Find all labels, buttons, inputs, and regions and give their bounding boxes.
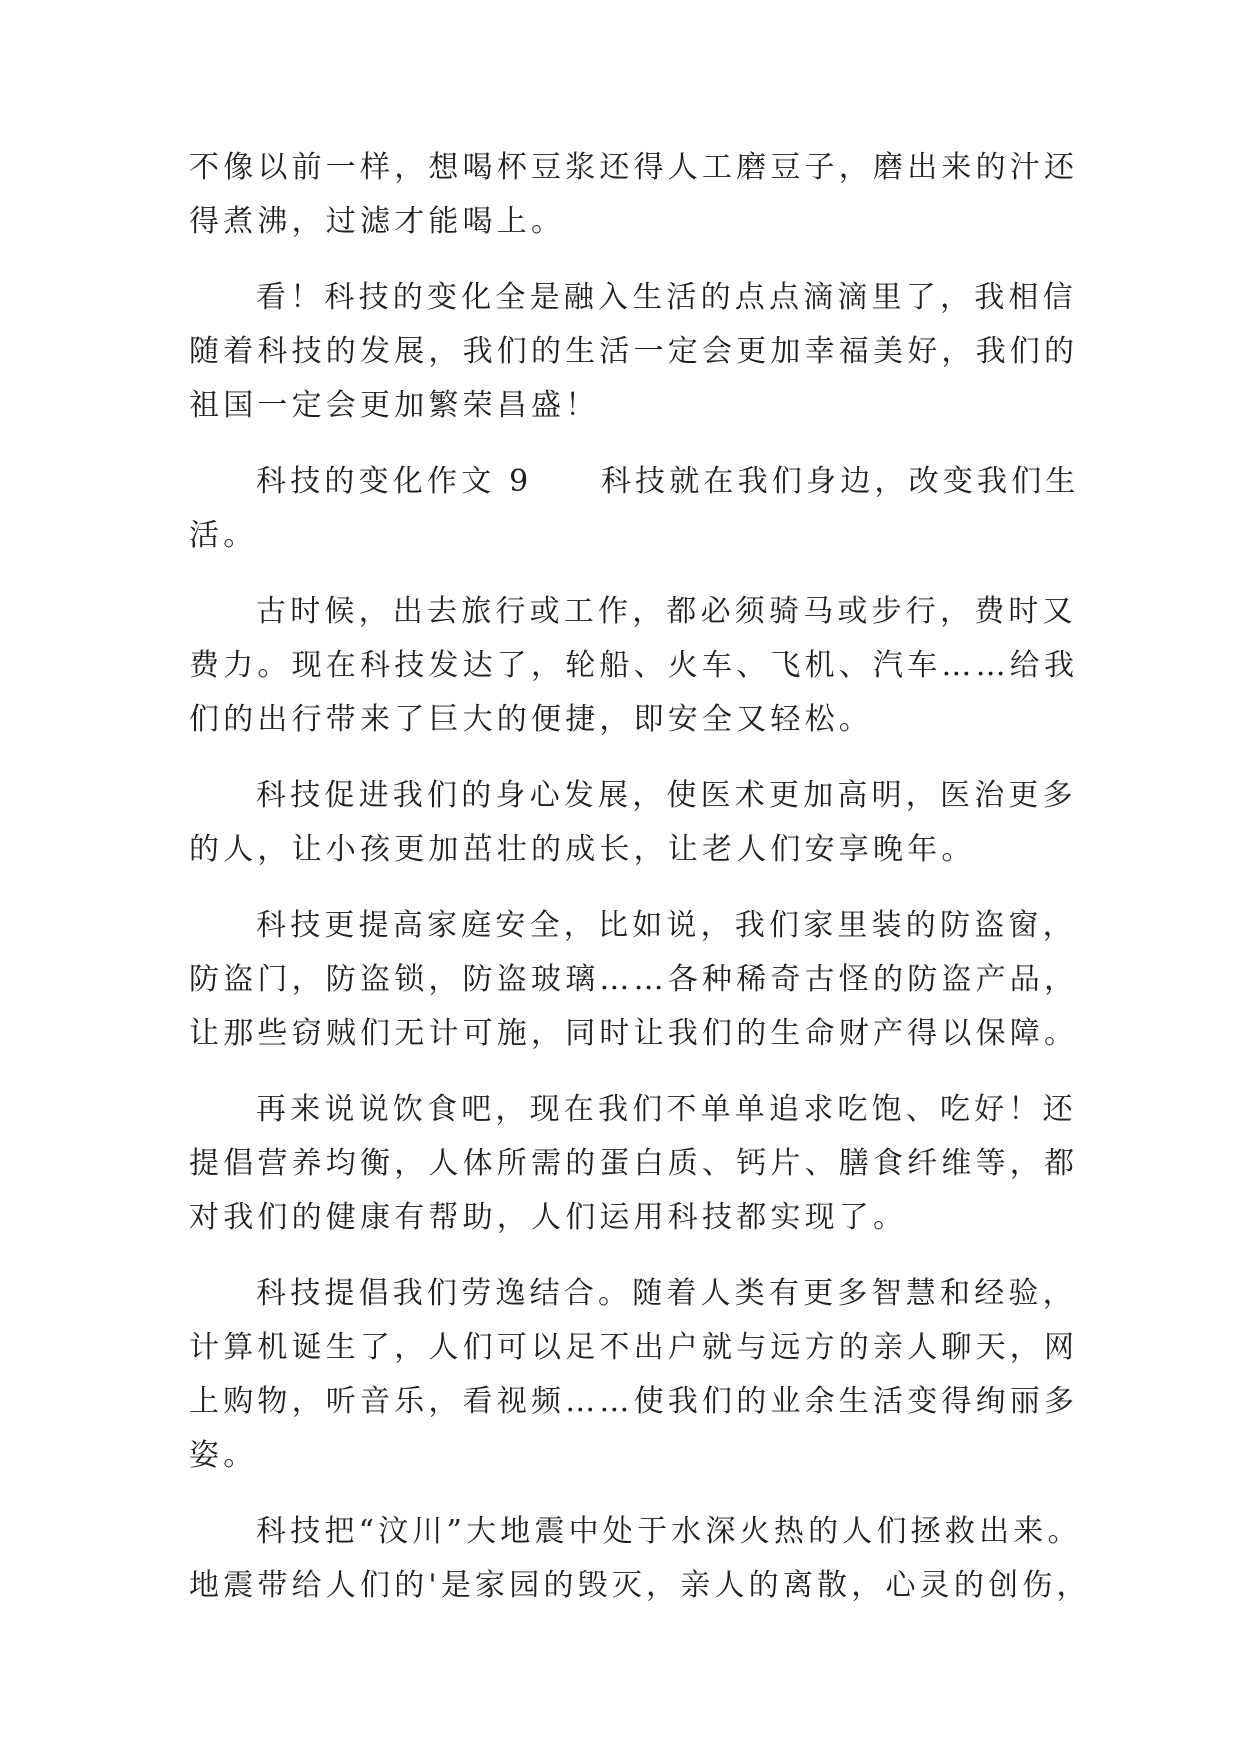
text-line: 姿。 (189, 1438, 258, 1473)
text-line: 上购物，听音乐，看视频……使我们的业余生活变得绚丽多 (189, 1384, 1079, 1419)
text-line: 活。 (189, 518, 258, 553)
text-line: 随着科技的发展，我们的生活一定会更加幸福美好，我们的 (189, 334, 1079, 369)
text-line: 们的出行带来了巨大的便捷，即安全又轻松。 (189, 702, 873, 737)
text-line: 防盗门，防盗锁，防盗玻璃……各种稀奇古怪的防盗产品， (189, 962, 1079, 997)
text-line: 对我们的健康有帮助，人们运用科技都实现了。 (189, 1200, 908, 1235)
section-heading-line: 科技的变化作文 9 科技就在我们身边，改变我们生 (256, 464, 1080, 499)
text-line: 计算机诞生了，人们可以足不出户就与远方的亲人聊天，网 (189, 1330, 1079, 1365)
text-line: 费力。现在科技发达了，轮船、火车、飞机、汽车……给我 (189, 648, 1079, 683)
text-line: 提倡营养均衡，人体所需的蛋白质、钙片、膳食纤维等，都 (189, 1146, 1079, 1181)
text-line: 不像以前一样，想喝杯豆浆还得人工磨豆子，磨出来的汁还 (189, 150, 1079, 185)
paragraph-first-line: 科技更提高家庭安全，比如说，我们家里装的防盗窗， (256, 908, 1077, 943)
paragraph-first-line: 古时候，出去旅行或工作，都必须骑马或步行，费时又 (256, 594, 1077, 629)
text-line: 的人，让小孩更加茁壮的成长，让老人们安享晚年。 (189, 832, 976, 867)
text-line: 让那些窃贼们无计可施，同时让我们的生命财产得以保障。 (189, 1016, 1079, 1051)
paragraph-first-line: 看！科技的变化全是融入生活的点点滴滴里了，我相信 (256, 280, 1077, 315)
paragraph-first-line: 再来说说饮食吧，现在我们不单单追求吃饱、吃好！还 (256, 1092, 1077, 1127)
text-line: 祖国一定会更加繁荣昌盛！ (189, 388, 600, 423)
paragraph-first-line: 科技提倡我们劳逸结合。随着人类有更多智慧和经验， (256, 1276, 1077, 1311)
paragraph-first-line: 科技促进我们的身心发展，使医术更加高明，医治更多 (256, 778, 1077, 813)
text-line: 得煮沸，过滤才能喝上。 (189, 204, 566, 239)
paragraph-first-line: 科技把“汶川”大地震中处于水深火热的人们拯救出来。 (256, 1514, 1082, 1549)
text-line: 地震带给人们的'是家园的毁灭，亲人的离散，心灵的创伤， (189, 1568, 1091, 1603)
